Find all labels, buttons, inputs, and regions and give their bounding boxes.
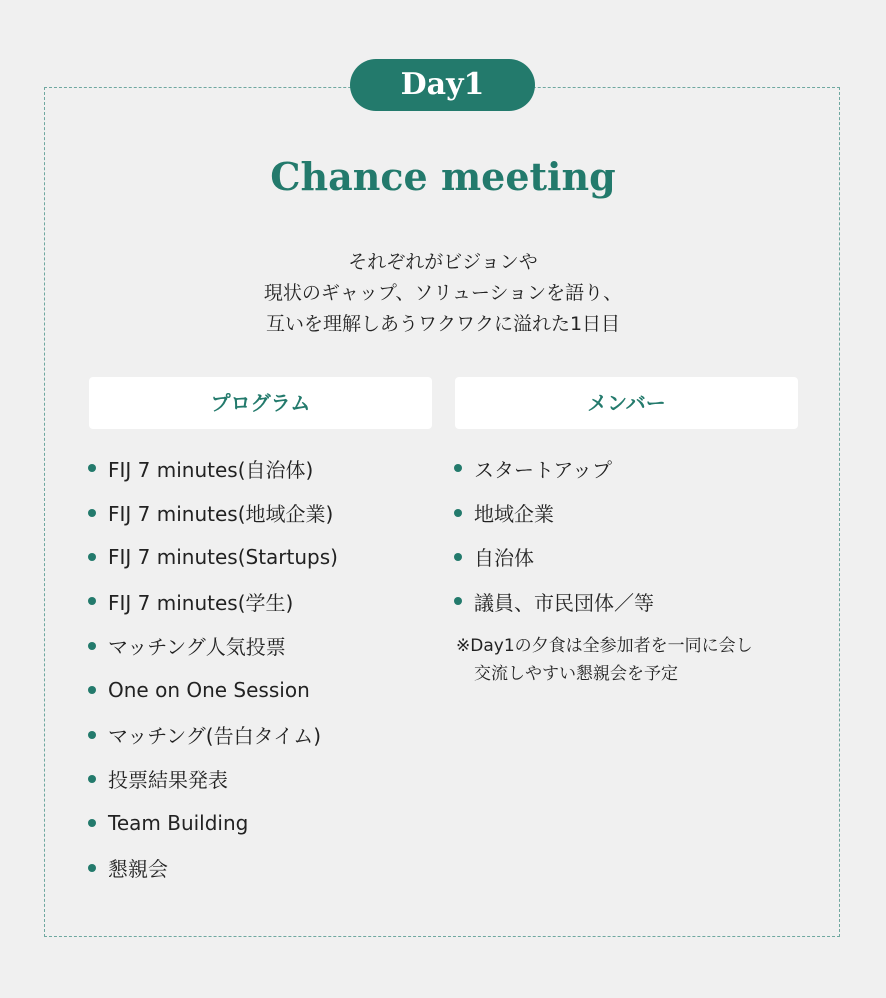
list-item [454, 446, 654, 490]
list-item [454, 535, 654, 579]
program-item-label: 投票結果発表 [108, 768, 228, 793]
list-item [88, 712, 338, 756]
list-item [88, 801, 338, 845]
member-item-label: 自治体 [474, 546, 534, 571]
list-item [88, 446, 338, 490]
note-line: 交流しやすい懇親会を予定 [474, 664, 678, 684]
list-item [88, 535, 338, 579]
page-title: Chance meeting [270, 154, 616, 199]
bullet-icon [454, 553, 462, 561]
bullet-icon [88, 819, 96, 827]
program-list [88, 446, 338, 890]
member-item-label: スタートアップ [474, 457, 612, 482]
program-item-label: FIJ 7 minutes(地域企業) [108, 502, 334, 527]
bullet-icon [88, 642, 96, 650]
description-line: それぞれがビジョンや [348, 251, 538, 273]
list-item [88, 846, 338, 890]
member-item-label: 地域企業 [474, 502, 554, 527]
bullet-icon [88, 509, 96, 517]
bullet-icon [88, 686, 96, 694]
bullet-icon [454, 509, 462, 517]
list-item [454, 490, 654, 534]
bullet-icon [454, 464, 462, 472]
list-item [88, 668, 338, 712]
note-line: ※Day1の夕食は全参加者を一同に会し [456, 636, 753, 656]
program-item-label: FIJ 7 minutes(学生) [108, 590, 294, 615]
bullet-icon [88, 864, 96, 872]
member-list [454, 446, 654, 624]
bullet-icon [88, 731, 96, 739]
list-item [88, 579, 338, 623]
bullet-icon [88, 553, 96, 561]
member-header: メンバー [455, 377, 798, 429]
program-item-label: FIJ 7 minutes(Startups) [108, 544, 338, 569]
member-note [456, 632, 753, 688]
member-item-label: 議員、市民団体／等 [474, 590, 654, 615]
program-header: プログラム [89, 377, 432, 429]
program-item-label: マッチング人気投票 [108, 635, 286, 660]
program-item-label: FIJ 7 minutes(自治体) [108, 457, 314, 482]
list-item [88, 757, 338, 801]
program-item-label: Team Building [108, 811, 249, 836]
description-line: 互いを理解しあうワクワクに溢れた1日目 [265, 313, 621, 335]
program-item-label: マッチング(告白タイム) [108, 724, 322, 749]
program-item-label: 懇親会 [108, 857, 168, 882]
day-badge: Day1 [350, 59, 535, 111]
list-item [88, 490, 338, 534]
description-line: 現状のギャップ、ソリューションを語り、 [263, 282, 623, 304]
bullet-icon [88, 775, 96, 783]
bullet-icon [88, 597, 96, 605]
description [0, 247, 886, 340]
list-item [88, 624, 338, 668]
list-item [454, 579, 654, 623]
bullet-icon [454, 597, 462, 605]
program-item-label: One on One Session [108, 678, 310, 703]
bullet-icon [88, 464, 96, 472]
